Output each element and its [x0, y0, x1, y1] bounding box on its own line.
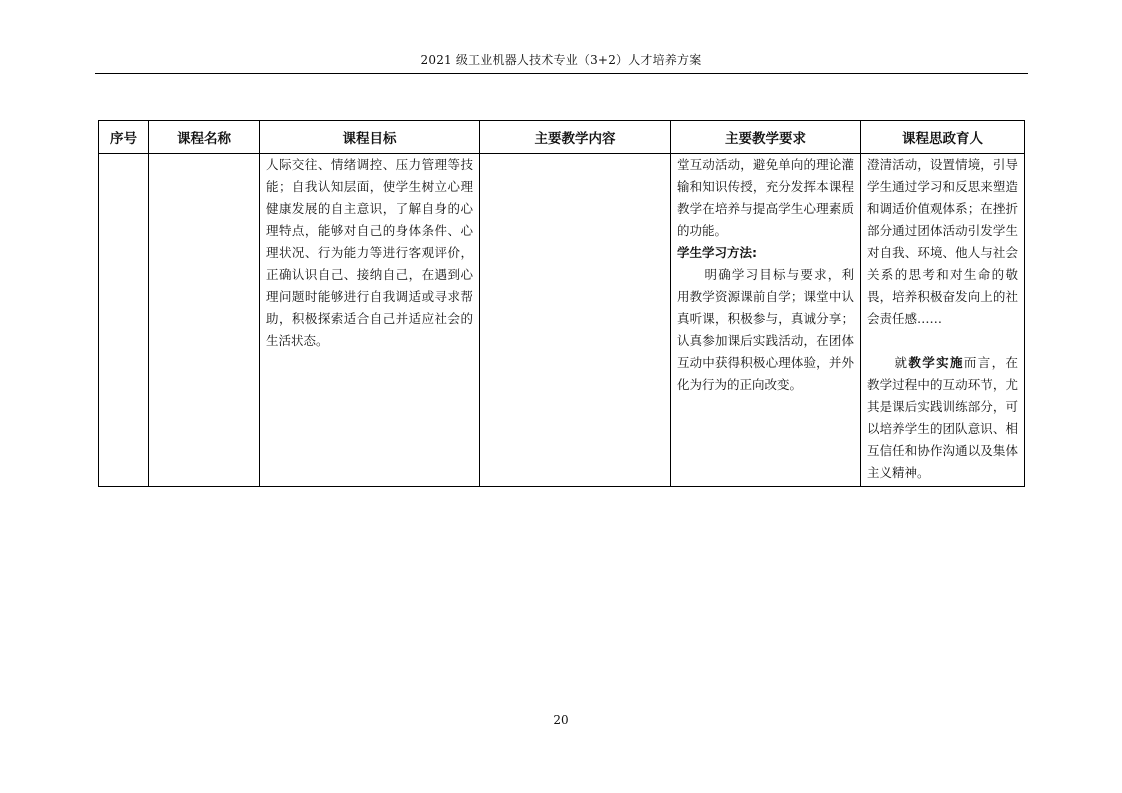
- implementation-prefix: 就: [894, 355, 909, 370]
- document-header-title: 2021 级工业机器人技术专业（3+2）人才培养方案: [420, 53, 702, 67]
- teaching-implementation-paragraph: [867, 352, 1018, 484]
- implementation-rest: 而言，在教学过程中的互动环节，尤其是课后实践训练部分，可以培养学生的团队意识、相互信任和协作沟通以及集体主义精神。: [867, 355, 1018, 480]
- course-table: [98, 120, 1025, 487]
- column-header-objective: 课程目标: [260, 121, 480, 154]
- column-header-requirements: 主要教学要求: [671, 121, 861, 154]
- cell-course-name: [149, 154, 260, 487]
- learning-method-paragraph: 明确学习目标与要求，利用教学资源课前自学；课堂中认真听课，积极参与，真诚分享；认真参加课后实践活动，在团体互动中获得积极心理体验，并外化为行为的正向改变。: [677, 267, 854, 392]
- learning-method-heading: 学生学习方法:: [677, 245, 757, 260]
- cell-requirements: [671, 154, 861, 487]
- column-header-content: 主要教学内容: [480, 121, 671, 154]
- header-divider: [95, 73, 1028, 74]
- objective-text: 人际交往、情绪调控、压力管理等技能；自我认知层面，使学生树立心理健康发展的自主意识，了解自身的心理特点，能够对自己的身体条件、心理状况、行为能力等进行客观评价，正确认识自己、接纳自己，在遇到心理问题时能够进行自我调适或寻求帮助，积极探索适合自己并适应社会的生活状态。: [266, 157, 473, 348]
- cell-index: [99, 154, 149, 487]
- requirements-paragraph: 堂互动活动，避免单向的理论灌输和知识传授，充分发挥本课程教学在培养与提高学生心理素质的功能。: [677, 157, 854, 238]
- table-header-row: [99, 121, 1025, 154]
- column-header-index: 序号: [99, 121, 149, 154]
- page-number: 20: [553, 713, 569, 727]
- cell-objective: [260, 154, 480, 487]
- ideology-paragraph: 澄清活动，设置情境，引导学生通过学习和反思来塑造和调适价值观体系；在挫折部分通过团体活动引发学生对自我、环境、他人与社会关系的思考和对生命的敬畏，培养积极奋发向上的社会责任感……: [867, 157, 1018, 326]
- cell-ideology: [861, 154, 1025, 487]
- table-row: [99, 154, 1025, 487]
- column-header-course-name: 课程名称: [149, 121, 260, 154]
- teaching-implementation-term: 教学实施: [908, 355, 964, 370]
- cell-content: [480, 154, 671, 487]
- column-header-ideology: 课程思政育人: [861, 121, 1025, 154]
